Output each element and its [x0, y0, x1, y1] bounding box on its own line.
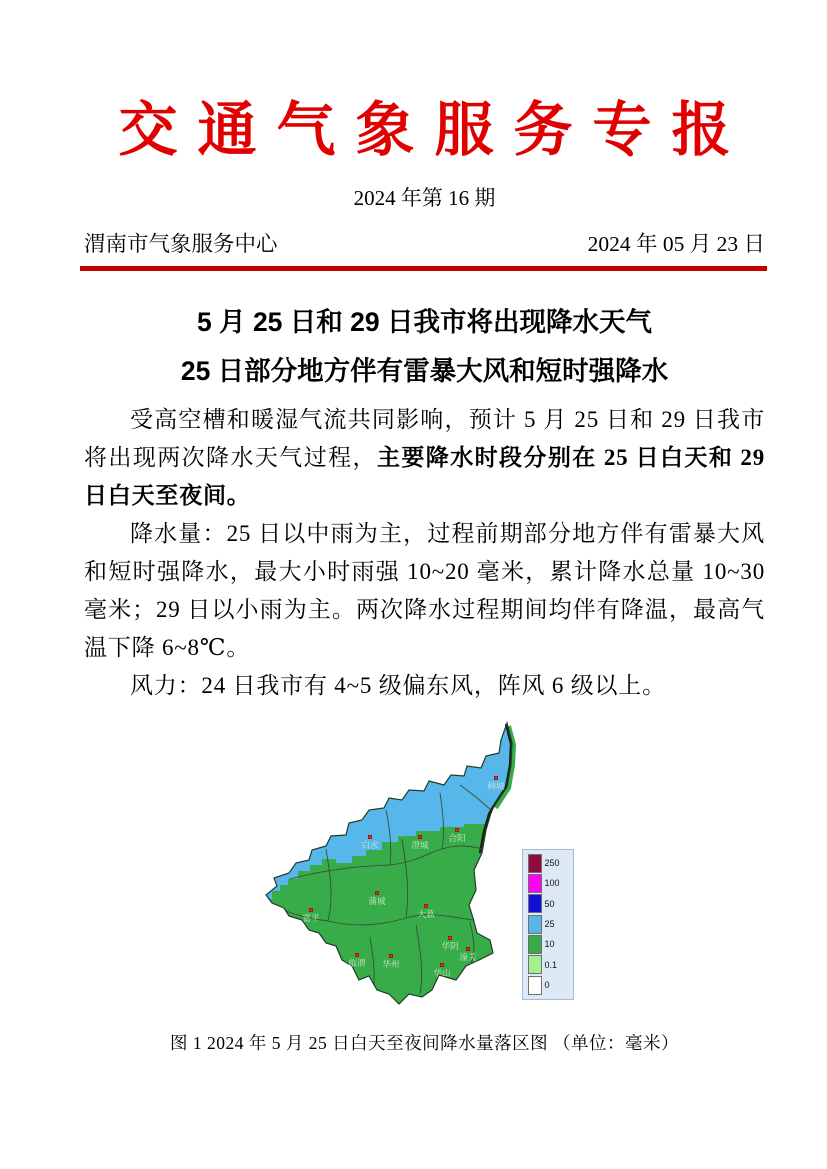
- county-marker: [368, 835, 371, 838]
- county-marker: [355, 953, 358, 956]
- legend-value: 10: [544, 939, 555, 950]
- issuer-name: 渭南市气象服务中心: [84, 231, 278, 256]
- county-marker: [448, 936, 451, 939]
- county-marker: [466, 947, 469, 950]
- county-marker: [494, 776, 497, 779]
- legend-swatch: [528, 915, 542, 934]
- county-label: 华阴: [440, 940, 459, 951]
- legend-swatch: [528, 894, 542, 913]
- county-label: 白水: [360, 839, 379, 850]
- legend-swatch: [528, 854, 542, 873]
- county-label: 韩城: [486, 780, 505, 791]
- legend-swatch: [528, 976, 542, 995]
- legend-value: 250: [544, 858, 560, 869]
- county-marker: [440, 963, 443, 966]
- legend-swatch: [528, 935, 542, 954]
- paragraph-wind: 风力：24 日我市有 4~5 级偏东风，阵风 6 级以上。: [130, 672, 666, 698]
- county-marker: [418, 835, 421, 838]
- county-marker: [424, 904, 427, 907]
- weinan-precipitation-map: [264, 713, 522, 1015]
- legend-item: [528, 915, 571, 934]
- bulletin-headline: [84, 298, 765, 396]
- county-marker: [455, 828, 458, 831]
- headline-line1: 5 月 25 日和 29 日我市将出现降水天气: [196, 306, 652, 337]
- county-label: 华州: [381, 958, 400, 969]
- county-label: 富平: [301, 912, 320, 923]
- legend-item: [528, 854, 571, 873]
- legend-value: 50: [544, 898, 555, 909]
- overview-text: 受高空槽和暖湿气流共同影响，预计 5 月 25 日和 29 日我市将出现两次降水天气过程，: [84, 406, 765, 470]
- legend-item: [528, 874, 571, 893]
- legend-value: 25: [544, 919, 555, 930]
- county-label: 华山: [432, 967, 451, 978]
- headline-line2: 25 日部分地方伴有雷暴大风和短时强降水: [180, 355, 669, 386]
- county-marker: [389, 954, 392, 957]
- issue-number: 2024 年第 16 期: [353, 185, 496, 210]
- county-label: 潼关: [458, 951, 477, 962]
- legend-value: 0: [544, 980, 550, 991]
- paragraph-overview: [84, 401, 765, 515]
- county-label: 大荔: [416, 908, 435, 919]
- legend-swatch: [528, 955, 542, 974]
- report-title: 交通气象服务专报: [118, 97, 751, 163]
- county-marker: [309, 908, 312, 911]
- issuer-date-row: [84, 227, 765, 258]
- legend-item: [528, 935, 571, 954]
- county-label: 澄城: [410, 839, 429, 850]
- county-label: 合阳: [447, 832, 466, 843]
- legend-value: 0.1: [544, 959, 558, 970]
- county-marker: [375, 891, 378, 894]
- issue-date: 2024 年 05 月 23 日: [587, 231, 765, 256]
- header-divider: [80, 266, 767, 271]
- county-label: 蒲城: [367, 895, 386, 906]
- legend-item: [528, 976, 571, 995]
- legend-item: [528, 894, 571, 913]
- bulletin-body: [84, 401, 765, 705]
- overview-bold-text: 主要降水时段分别在 25 日白天和 29 日白天至夜间。: [84, 444, 765, 508]
- legend-value: 100: [544, 878, 560, 889]
- paragraph-precipitation: 降水量：25 日以中雨为主，过程前期部分地方伴有雷暴大风和短时强降水，最大小时雨强 10~20 毫米，累计降水总量 10~30 毫米；29 日以小雨为主。两次降水过程期间均伴有降温，最高气温下降 6~8℃。: [84, 520, 765, 660]
- legend-item: [528, 955, 571, 974]
- county-label: 临渭: [347, 957, 366, 968]
- figure-caption: 图 1 2024 年 5 月 25 日白天至夜间降水量落区图 （单位：毫米）: [170, 1032, 679, 1053]
- legend-swatch: [528, 874, 542, 893]
- map-legend: [522, 849, 574, 1000]
- map-area: [264, 713, 586, 1015]
- precipitation-map-figure: [84, 713, 765, 1055]
